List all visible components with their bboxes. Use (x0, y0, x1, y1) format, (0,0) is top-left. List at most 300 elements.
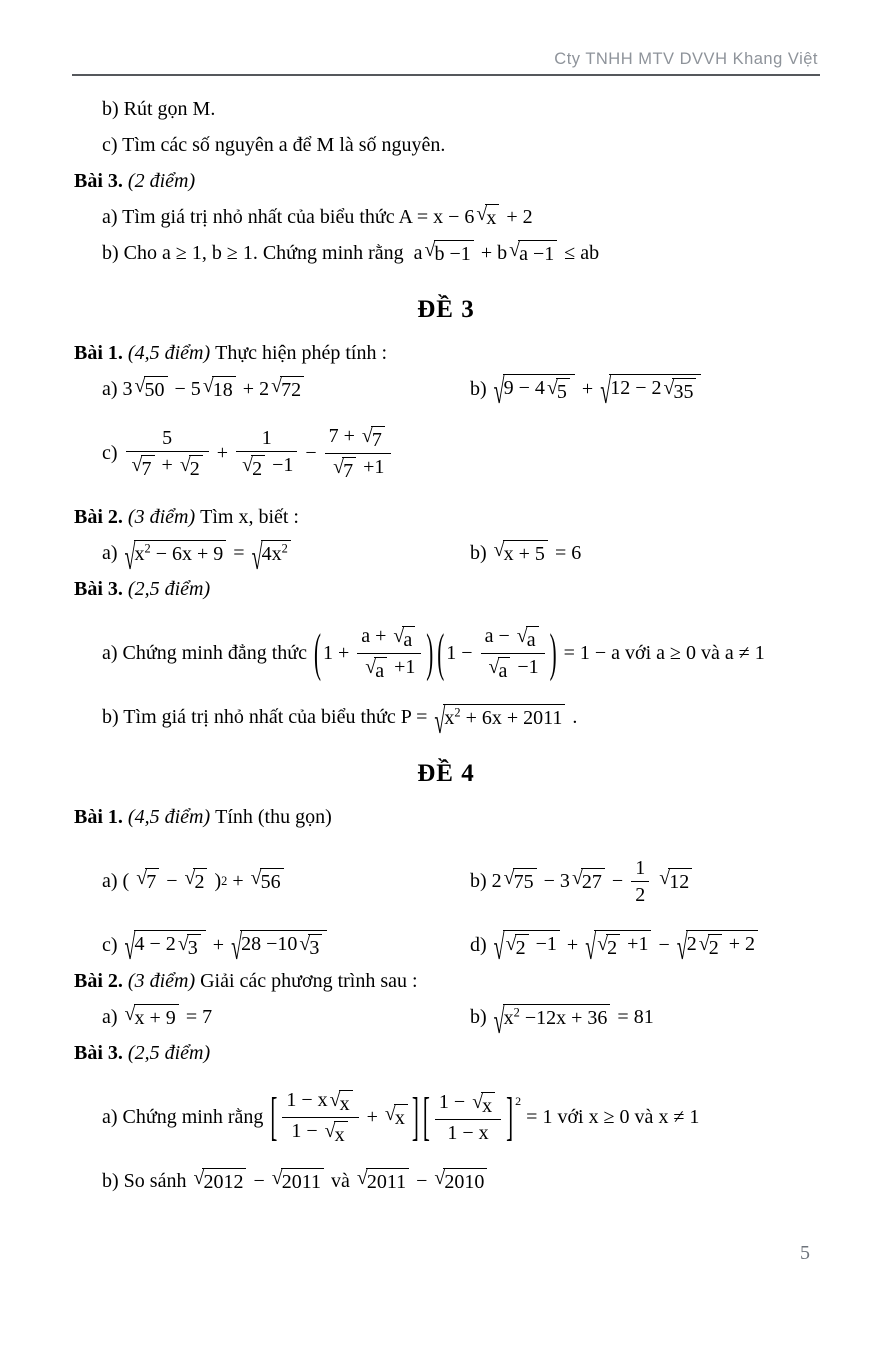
radicand (280, 376, 304, 403)
math-text: c) (102, 441, 123, 464)
math-text: + (576, 377, 599, 400)
radical-sign: √ (177, 932, 189, 955)
col-b (470, 1001, 820, 1042)
radical-sign: √ (571, 866, 583, 889)
sqrt (506, 934, 529, 961)
math-text: x (134, 542, 145, 565)
math-text: b) Rút gọn M. (102, 97, 216, 120)
sqrt (242, 455, 265, 482)
math-text: a (403, 628, 413, 651)
math-text: a − (484, 624, 515, 647)
col-a (102, 927, 470, 968)
math-text: a −1 (519, 242, 555, 265)
superscript: 2 (281, 540, 288, 555)
sqrt (434, 1168, 487, 1195)
radicand (342, 457, 356, 484)
math-text: 2 (607, 936, 618, 959)
math-text: x (444, 706, 455, 729)
sqrt (493, 927, 560, 968)
radical-sign: √ (509, 238, 521, 261)
math-text: . (567, 705, 578, 728)
math-text: 27 (581, 870, 602, 893)
radicand (193, 868, 207, 895)
numerator (126, 425, 209, 452)
math-text: + (227, 869, 249, 892)
sqrt (434, 701, 565, 742)
math-text: 75 (513, 870, 534, 893)
math-text: a) (102, 541, 123, 564)
radicand (443, 704, 565, 731)
math-text: 2011 (281, 1170, 321, 1193)
math-line (72, 611, 820, 695)
radical-sign: √ (493, 927, 505, 968)
exercise-label: Bài 3. (74, 1042, 123, 1064)
math-text: và (325, 1169, 355, 1192)
exercise-label: Bài 3. (74, 578, 123, 600)
math-text: 12 (669, 870, 690, 893)
numerator (236, 425, 297, 452)
sqrt (476, 204, 499, 231)
math-text: b) (470, 541, 492, 564)
math-text: b) Cho a ≥ 1, b ≥ 1. Chứng minh rằng a (102, 241, 423, 264)
denominator (282, 1118, 358, 1148)
radical-sign: √ (299, 932, 311, 955)
radical-sign: √ (324, 1119, 336, 1142)
denominator (435, 1120, 501, 1146)
math-text: − (300, 441, 322, 464)
sqrt (509, 240, 557, 267)
math-text: x (486, 206, 497, 229)
math-text: 50 (144, 378, 165, 401)
sqrt (365, 657, 387, 684)
radicand (515, 934, 529, 961)
math-line-2col (72, 371, 820, 412)
superscript: 2 (515, 1093, 522, 1108)
numerator (325, 423, 391, 454)
sqrt (231, 927, 327, 968)
math-text: 18 (212, 378, 233, 401)
math-text: 1 + (322, 641, 355, 664)
radical-sign: √ (493, 371, 505, 412)
math-text: + 2 (501, 205, 533, 228)
radicand (498, 657, 511, 684)
publisher-name: Cty TNHH MTV DVVH Khang Việt (554, 50, 818, 68)
math-text: − 5 (169, 377, 201, 400)
radicand (187, 934, 201, 961)
math-text: = 1 − a với a ≥ 0 và a ≠ 1 (558, 641, 765, 664)
math-line (72, 92, 820, 126)
denominator (631, 882, 649, 908)
math-text: −1 (512, 655, 539, 678)
fraction (126, 425, 209, 482)
radical-sign: √ (271, 1166, 283, 1189)
radicand (251, 455, 265, 482)
sqrt (135, 376, 168, 403)
exercise-points: (3 điểm) (122, 506, 201, 528)
fraction (357, 623, 421, 684)
radicand (481, 1092, 495, 1119)
sqrt (385, 1104, 408, 1131)
math-text: 4 − 2 (134, 932, 176, 955)
fence-bracket: ( (437, 621, 445, 682)
radical-sign: √ (329, 1088, 341, 1111)
math-text: 7 (141, 457, 152, 480)
exercise-label: Bài 2. (74, 506, 123, 528)
sqrt (517, 626, 539, 653)
exercise-title: Giải các phương trình sau : (200, 970, 418, 992)
numerator (282, 1087, 358, 1118)
math-text: b −1 (434, 242, 471, 265)
col-a (102, 868, 470, 895)
math-text: = (228, 541, 250, 564)
exercise-points: (4,5 điểm) (122, 806, 216, 828)
radical-sign: √ (434, 701, 446, 742)
math-text: a (526, 628, 536, 651)
math-line (72, 700, 820, 742)
fraction (282, 1087, 358, 1148)
math-line (72, 1075, 820, 1159)
math-text: a) 3 (102, 377, 133, 400)
sqrt (494, 540, 548, 567)
math-line (72, 200, 820, 234)
sqrt (271, 376, 304, 403)
math-text: − 3 (538, 869, 570, 892)
radicand (374, 657, 387, 684)
radical-sign: √ (600, 371, 612, 412)
radicand (134, 540, 227, 567)
denominator (126, 452, 209, 482)
fence-bracket: ] (506, 1085, 514, 1146)
section-heading: ĐỀ 3 (417, 296, 475, 323)
math-text: 1 − (438, 1090, 471, 1113)
math-line (72, 411, 820, 495)
math-text: + (361, 1105, 383, 1128)
denominator (357, 654, 421, 684)
sqrt (663, 378, 696, 405)
radical-sign: √ (333, 455, 345, 478)
exercise-label: Bài 1. (74, 342, 123, 364)
exercise-heading (72, 1036, 820, 1070)
sqrt (699, 934, 722, 961)
radicand (609, 374, 701, 405)
sqrt (585, 927, 651, 968)
page-header (72, 0, 820, 76)
math-text: −1 (530, 932, 557, 955)
radical-sign: √ (505, 932, 517, 955)
sqrt (600, 371, 701, 412)
math-text: 72 (281, 378, 302, 401)
math-text: x (334, 1123, 345, 1146)
exercise-heading (72, 336, 820, 370)
radicand (145, 868, 159, 895)
math-text: a + (361, 624, 392, 647)
sqrt (193, 1168, 246, 1195)
math-text: − 6x + 9 (150, 542, 224, 565)
math-text: 3 (187, 936, 198, 959)
math-text: 9 − 4 (503, 376, 545, 399)
math-text: = 7 (180, 1005, 213, 1028)
radicand (281, 1168, 324, 1195)
math-text: 1 (261, 426, 272, 449)
radical-sign: √ (136, 866, 148, 889)
radicand (503, 930, 560, 961)
math-text: 1 − x (286, 1088, 328, 1111)
math-text: a) ( (102, 869, 135, 892)
math-text: 2 (515, 936, 526, 959)
math-text: 28 −10 (241, 932, 298, 955)
math-text: b) 2 (470, 869, 502, 892)
radicand (366, 1168, 409, 1195)
math-text: ) (209, 869, 222, 892)
sqrt (547, 378, 570, 405)
math-text: 7 (343, 459, 354, 482)
math-text: x + 9 (134, 1006, 176, 1029)
math-line (72, 1164, 820, 1198)
superscript: 2 (513, 1004, 520, 1019)
math-text: 5 (556, 380, 567, 403)
sqrt (425, 240, 474, 267)
radical-sign: √ (134, 374, 146, 397)
math-text: x (482, 1094, 493, 1117)
radicand (513, 868, 537, 895)
math-text: 4x (261, 542, 282, 565)
radical-sign: √ (365, 655, 377, 678)
page-content (72, 76, 820, 1198)
sqrt (597, 934, 620, 961)
radical-sign: √ (434, 1166, 446, 1189)
math-text: x (339, 1092, 350, 1115)
math-text: = 1 với x ≥ 0 và x ≠ 1 (521, 1105, 700, 1128)
fraction (481, 623, 545, 684)
superscript: 2 (221, 873, 228, 888)
radical-sign: √ (597, 932, 609, 955)
sqrt (676, 927, 758, 968)
math-text: + (561, 933, 584, 956)
sqrt (124, 927, 206, 968)
math-text (652, 870, 657, 893)
sqrt (299, 934, 322, 961)
sqrt (203, 376, 236, 403)
math-text: c) (102, 933, 123, 956)
radicand (434, 240, 474, 267)
math-text: a) Chứng minh đẳng thức (102, 641, 312, 664)
radicand (394, 1104, 408, 1131)
radical-sign: √ (202, 374, 214, 397)
radicand (141, 455, 155, 482)
radicand (240, 930, 327, 961)
sqrt (184, 868, 207, 895)
math-text: b) (470, 377, 492, 400)
radicand (189, 455, 203, 482)
exercise-label: Bài 1. (74, 806, 123, 828)
math-text: −12x + 36 (519, 1006, 608, 1029)
math-text: 2010 (444, 1170, 485, 1193)
math-text: 35 (673, 380, 694, 403)
sqrt (124, 537, 227, 578)
sqrt (136, 868, 159, 895)
col-b (470, 371, 820, 412)
math-text: 1 − (446, 641, 478, 664)
sqrt (330, 1090, 353, 1117)
radicand (518, 240, 557, 267)
radical-sign: √ (131, 453, 143, 476)
fraction (631, 855, 649, 908)
math-text: x (394, 1106, 405, 1129)
radical-sign: √ (384, 1102, 396, 1125)
sqrt (504, 868, 537, 895)
math-text: +1 (622, 932, 649, 955)
exercise-points: (2 điểm) (122, 170, 201, 192)
sqrt (125, 1004, 179, 1031)
radicand (594, 930, 651, 961)
radical-sign: √ (659, 866, 671, 889)
fence-bracket: ( (313, 621, 321, 682)
math-text: d) (470, 933, 492, 956)
col-b (470, 540, 820, 567)
exercise-title: Tính (thu gọn) (215, 806, 332, 828)
fence-bracket: ] (411, 1085, 419, 1146)
exercise-heading (72, 964, 820, 998)
math-text: 1 − (291, 1119, 323, 1142)
numerator (357, 623, 421, 654)
math-text: 56 (260, 870, 281, 893)
math-line (72, 236, 820, 270)
math-text: − (248, 1169, 270, 1192)
sqrt (659, 868, 692, 895)
math-line (72, 128, 820, 162)
math-text: +1 (358, 455, 385, 478)
fence-bracket: [ (270, 1085, 278, 1146)
math-text: 7 (371, 428, 382, 451)
radicand (212, 376, 236, 403)
math-text: − (653, 933, 675, 956)
radical-sign: √ (124, 1002, 136, 1025)
radicand (261, 540, 291, 567)
math-text: + 2 (237, 377, 270, 400)
fraction (325, 423, 391, 484)
math-text: 2011 (366, 1170, 407, 1193)
radicand (402, 626, 415, 653)
sqrt (325, 1121, 348, 1148)
math-text: 1 − x (447, 1121, 489, 1144)
radicand (556, 378, 570, 405)
math-text: + (156, 453, 178, 476)
math-text: −1 (267, 453, 294, 476)
radical-sign: √ (251, 537, 263, 578)
radical-sign: √ (271, 374, 283, 397)
radicand (202, 1168, 246, 1195)
radicand (334, 1121, 348, 1148)
radical-sign: √ (124, 537, 136, 578)
col-b (470, 927, 820, 968)
radicand (686, 930, 758, 961)
exercise-heading (72, 164, 820, 198)
radicand (503, 540, 548, 567)
radical-sign: √ (179, 453, 191, 476)
math-text: + (211, 441, 234, 464)
radical-sign: √ (124, 927, 136, 968)
math-text: 3 (309, 936, 320, 959)
superscript: 2 (454, 704, 461, 719)
page-number: 5 (800, 1242, 810, 1264)
radicand (526, 626, 539, 653)
numerator (631, 855, 649, 882)
radicand (144, 376, 168, 403)
radical-sign: √ (356, 1166, 368, 1189)
denominator (325, 454, 391, 484)
sqrt (178, 934, 201, 961)
radicand (134, 930, 206, 961)
sqrt (251, 537, 291, 578)
math-text: 7 (146, 870, 157, 893)
math-text: a) (102, 1005, 123, 1028)
sqrt (180, 455, 203, 482)
radical-sign: √ (663, 376, 675, 399)
math-text: 12 − 2 (610, 376, 662, 399)
math-line-2col (72, 927, 820, 968)
radical-sign: √ (242, 453, 254, 476)
radical-sign: √ (231, 927, 243, 968)
math-text: +1 (389, 655, 416, 678)
sqrt (572, 868, 605, 895)
radical-sign: √ (546, 376, 558, 399)
math-text: a) Tìm giá trị nhỏ nhất của biểu thức A = x − 6 (102, 205, 475, 228)
denominator (236, 452, 297, 482)
math-line-2col (72, 536, 820, 578)
sqrt (472, 1092, 495, 1119)
sqrt (251, 868, 284, 895)
math-text: 2 (194, 870, 205, 893)
exercise-points: (4,5 điểm) (122, 342, 216, 364)
exercise-heading (72, 500, 820, 534)
math-text: = 6 (549, 541, 582, 564)
radical-sign: √ (472, 1090, 484, 1113)
sqrt (333, 457, 356, 484)
math-text: x + 5 (503, 542, 545, 565)
fence-bracket: [ (422, 1085, 430, 1146)
radicand (503, 374, 575, 405)
math-text: c) Tìm các số nguyên a để M là số nguyên. (102, 133, 446, 156)
radical-sign: √ (488, 655, 500, 678)
math-text: a (498, 659, 508, 682)
math-text: 2 (708, 936, 719, 959)
math-text: b) Tìm giá trị nhỏ nhất của biểu thức P = (102, 705, 433, 728)
math-text: 5 (162, 426, 173, 449)
exercise-label: Bài 2. (74, 970, 123, 992)
radical-sign: √ (393, 624, 405, 647)
sqrt (362, 426, 385, 453)
radicand (668, 868, 692, 895)
math-text: a (375, 659, 385, 682)
numerator (481, 623, 545, 654)
radicand (503, 1004, 611, 1031)
exercise-points: (2,5 điểm) (122, 578, 216, 600)
numerator (435, 1089, 501, 1120)
col-a (102, 376, 470, 403)
radical-sign: √ (503, 866, 515, 889)
radical-sign: √ (493, 1001, 505, 1042)
math-text: = 81 (612, 1005, 654, 1028)
radicand (606, 934, 620, 961)
exercise-points: (3 điểm) (122, 970, 201, 992)
sqrt (489, 657, 511, 684)
math-text: − (606, 869, 629, 892)
math-text: 2 (635, 883, 646, 906)
radicand (672, 378, 696, 405)
radicand (708, 934, 722, 961)
sqrt (357, 1168, 409, 1195)
sqrt (272, 1168, 324, 1195)
